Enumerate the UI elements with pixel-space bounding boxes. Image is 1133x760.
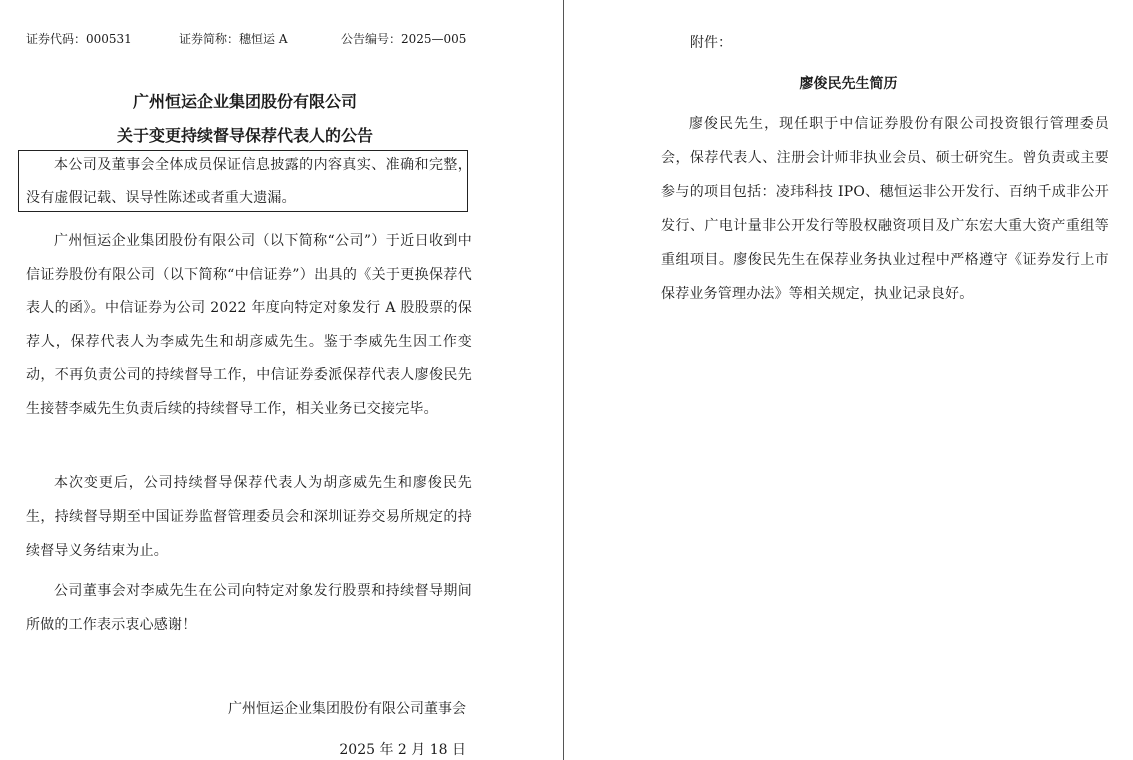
body-paragraph-1: 广州恒运企业集团股份有限公司（以下简称“公司”）于近日收到中信证券股份有限公司（以下简称“中信证券”）出具的《关于更换保荐代表人的函》。中信证券为公司 2022 年度向特定对象发行 A 股股票的保荐人，保荐代表人为李威先生和胡彦威先生。鉴于李威先生因工作变动，不再负责公司的持续督导工作，中信证券委派保荐代表人廖俊民先生接替李威先生负责后续的持续督导工作，相关业务已交接完毕。 [26, 233, 472, 417]
company-title: 广州恒运企业集团股份有限公司 [132, 92, 357, 111]
attachment-label: 附件： [690, 35, 732, 51]
body-paragraph-2: 本次变更后，公司持续督导保荐代表人为胡彦威先生和廖俊民先生，持续督导期至中国证券监督管理委员会和深圳证券交易所规定的持续督导义务结束为止。 [26, 475, 472, 559]
announcement-number: 公告编号：2025—005 [341, 32, 467, 46]
security-abbreviation: 证券简称：穗恒运 A [179, 32, 288, 46]
bio-title: 廖俊民先生简历 [799, 76, 898, 92]
signature-organization: 广州恒运企业集团股份有限公司董事会 [228, 701, 466, 717]
body-paragraph-3: 公司董事会对李威先生在公司向特定对象发行股票和持续督导期间所做的工作表示衷心感谢！ [26, 583, 472, 633]
security-code: 证券代码：000531 [26, 32, 132, 46]
announcement-title: 关于变更持续督导保荐代表人的公告 [116, 126, 373, 145]
board-guarantee-notice: 本公司及董事会全体成员保证信息披露的内容真实、准确和完整，没有虚假记载、误导性陈述或者重大遗漏。 [26, 157, 472, 206]
bio-paragraph: 廖俊民先生，现任职于中信证券股份有限公司投资银行管理委员会，保荐代表人、注册会计师非执业会员、硕士研究生。曾负责或主要参与的项目包括：凌玮科技 IPO、穗恒运非公开发行、百纳千成非公开发行、广电计量非公开发行等股权融资项目及广东宏大重大资产重组等重组项目。廖俊民先生在保荐业务执业过程中严格遵守《证券发行上市保荐业务管理办法》等相关规定，执业记录良好。 [661, 116, 1109, 302]
signature-date: 2025 年 2 月 18 日 [339, 742, 466, 758]
attachment-page [564, 0, 1133, 760]
announcement-page [0, 0, 563, 760]
